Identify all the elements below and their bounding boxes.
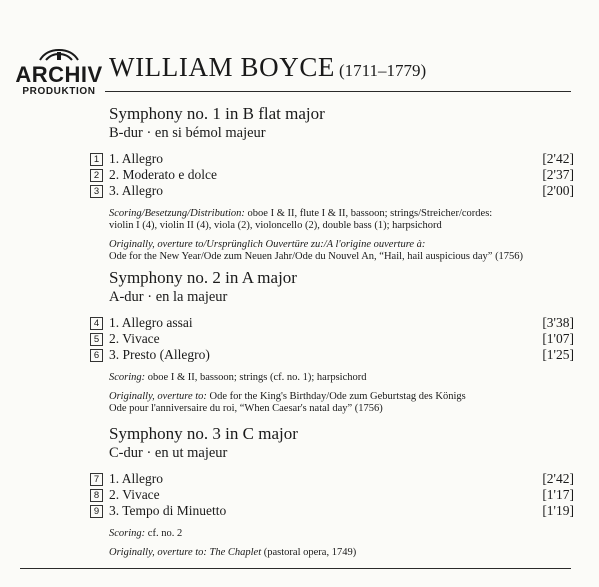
symphony-subtitle: B-dur · en si bémol majeur (109, 125, 266, 141)
track-number: 8 (90, 489, 103, 502)
scoring-notes (109, 528, 574, 559)
track-title: 2. Moderato e dolce (109, 167, 217, 182)
origin-label: Originally, overture to: (109, 391, 207, 402)
origin-label: Originally, overture to: (109, 547, 207, 558)
scoring-label: Scoring/Besetzung/Distribution: (109, 208, 245, 219)
track-duration: [3'38] (542, 315, 574, 330)
symphony-subtitle: C-dur · en ut majeur (109, 445, 228, 461)
origin-work: The Chaplet (206, 547, 262, 558)
composer-heading (109, 52, 426, 83)
track-duration: [1'07] (542, 331, 574, 346)
track-duration: [1'19] (542, 503, 574, 518)
track-duration: [1'25] (542, 347, 574, 362)
symphony-subtitle: A-dur · en la majeur (109, 289, 228, 305)
track-duration: [2'42] (542, 471, 574, 486)
scoring-text: oboe I & II, bassoon; strings (cf. no. 1); harpsichord (145, 372, 367, 383)
track-row (93, 487, 574, 503)
symphony-2 (93, 268, 574, 415)
track-title: 3. Allegro (109, 183, 163, 198)
scoring-label: Scoring: (109, 372, 146, 383)
origin-line-2: Ode for the New Year/Ode zum Neuen Jahr/Ode du Nouvel An, “Hail, hail auspicious day” (1756) (109, 251, 524, 262)
origin-text: (pastoral opera, 1749) (261, 547, 357, 558)
track-title: 1. Allegro assai (109, 315, 193, 330)
track-row (93, 183, 574, 199)
footer-divider (20, 568, 571, 569)
track-number: 5 (90, 333, 103, 346)
origin-line (109, 547, 574, 559)
track-row (93, 503, 574, 519)
symphony-1 (93, 104, 574, 263)
track-number: 1 (90, 153, 103, 166)
scoring-line (109, 208, 574, 220)
track-row (93, 471, 574, 487)
symphony-title: Symphony no. 1 in B flat major (109, 104, 325, 123)
track-number: 9 (90, 505, 103, 518)
scoring-line (109, 528, 574, 540)
scoring-line-2: violin I (4), violin II (4), viola (2), violoncello (2), double bass (1); harpsichord (109, 220, 442, 231)
scoring-text: cf. no. 2 (145, 528, 183, 539)
symphony-title: Symphony no. 3 in C major (109, 424, 298, 443)
scoring-notes (109, 208, 574, 263)
track-row (93, 151, 574, 167)
track-number: 7 (90, 473, 103, 486)
track-number: 3 (90, 185, 103, 198)
scoring-line (109, 372, 574, 384)
origin-text: Ode for the King's Birthday/Ode zum Geburtstag des Königs (206, 391, 466, 402)
track-title: 2. Vivace (109, 487, 160, 502)
symphony-3 (93, 424, 574, 559)
origin-line-2: Ode pour l'anniversaire du roi, “When Caesar's natal day” (1756) (109, 403, 383, 414)
scoring-text: oboe I & II, flute I & II, bassoon; strings/Streicher/cordes: (244, 208, 493, 219)
logo-subtitle: PRODUKTION (22, 86, 96, 97)
track-duration: [2'00] (542, 183, 574, 198)
origin-line (109, 239, 574, 251)
scoring-label: Scoring: (109, 528, 146, 539)
symphony-title: Symphony no. 2 in A major (109, 268, 297, 287)
archiv-logo (12, 48, 106, 98)
track-row (93, 167, 574, 183)
origin-line (109, 391, 574, 403)
track-title: 1. Allegro (109, 151, 163, 166)
track-title: 3. Tempo di Minuetto (109, 503, 227, 518)
origin-label: Originally, overture to/Ursprünglich Ouvertüre zu:/A l'origine ouverture à: (109, 239, 426, 250)
logo-wordmark: ARCHIV (15, 62, 103, 87)
crest-emblem-icon (36, 48, 82, 62)
track-row (93, 347, 574, 363)
track-number: 4 (90, 317, 103, 330)
track-row (93, 315, 574, 331)
track-row (93, 331, 574, 347)
scoring-notes (109, 372, 574, 415)
track-number: 2 (90, 169, 103, 182)
track-duration: [2'37] (542, 167, 574, 182)
header-divider (105, 91, 571, 92)
track-title: 2. Vivace (109, 331, 160, 346)
composer-dates: (1711–1779) (339, 61, 427, 80)
track-title: 1. Allegro (109, 471, 163, 486)
track-duration: [2'42] (542, 151, 574, 166)
track-number: 6 (90, 349, 103, 362)
track-duration: [1'17] (542, 487, 574, 502)
composer-name: WILLIAM BOYCE (109, 52, 336, 82)
track-title: 3. Presto (Allegro) (109, 347, 210, 362)
